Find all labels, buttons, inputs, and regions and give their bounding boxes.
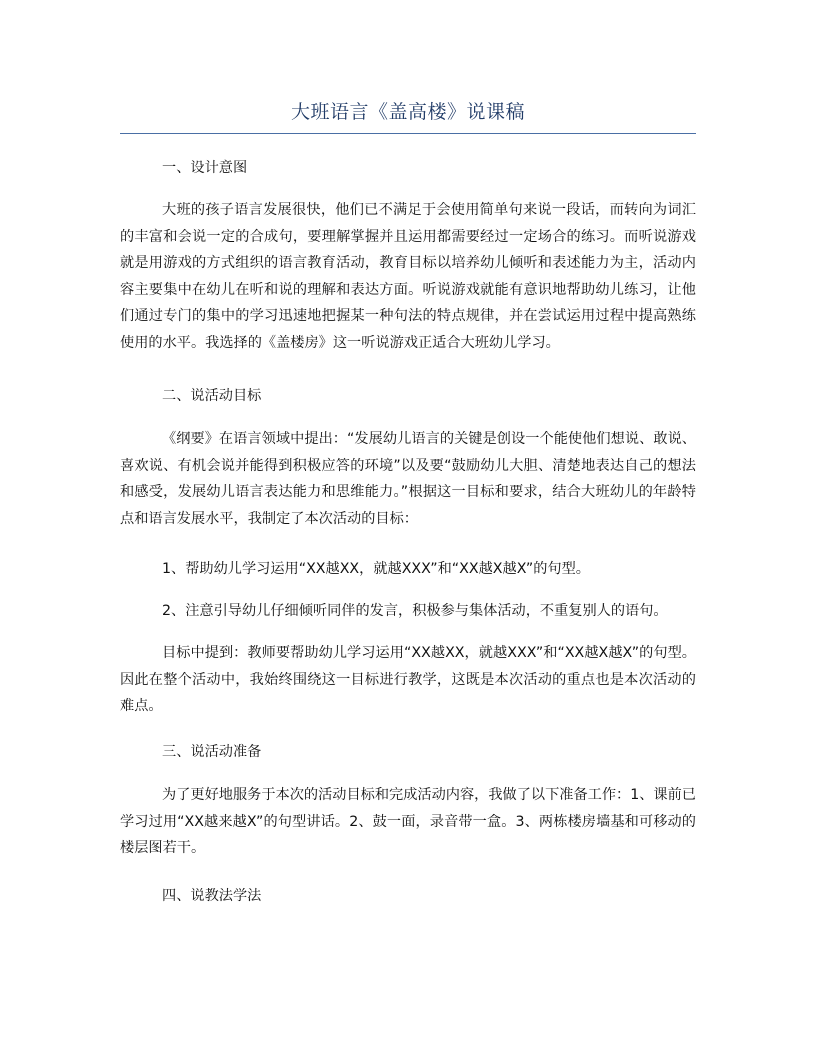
goal-item-2: 2、注意引导幼儿仔细倾听同伴的发言，积极参与集体活动，不重复别人的语句。 xyxy=(162,603,668,619)
paragraph-design-intent: 大班的孩子语言发展很快，他们已不满足于会使用简单句来说一段话，而转向为词汇的丰富和会说一定的合成句，要理解掌握并且运用都需要经过一定场合的练习。而听说游戏就是用游戏的方式组织的语言教育活动，教育目标以培养幼儿倾听和表述能力为主，活动内容主要集中在幼儿在听和说的理解和表达方面。听说游戏就能有意识地帮助幼儿练习，让他们通过专门的集中的学习迅速地把握某一种句法的特点规律，并在尝试运用过程中提高熟练使用的水平。我选择的《盖楼房》这一听说游戏正适合大班幼儿学习。 xyxy=(120,202,696,351)
section-heading-teaching-methods: 四、说教法学法 xyxy=(162,888,262,904)
title-underline xyxy=(120,133,696,134)
section-heading-preparation: 三、说活动准备 xyxy=(162,744,262,760)
goal-item-1: 1、帮助幼儿学习运用“XX越XX，就越XXX”和“XX越X越X”的句型。 xyxy=(162,561,590,577)
paragraph-guideline-quote: 《纲要》在语言领域中提出：“发展幼儿语言的关键是创设一个能使他们想说、敢说、喜欢说、有机会说并能得到积极应答的环境”以及要“鼓励幼儿大胆、清楚地表达自己的想法和感受，发展幼儿语言表达能力和思维能力。”根据这一目标和要求，结合大班幼儿的年龄特点和语言发展水平，我制定了本次活动的目标： xyxy=(120,431,696,527)
document-title: 大班语言《盖高楼》说课稿 xyxy=(290,101,525,123)
section-heading-activity-goals: 二、说活动目标 xyxy=(162,388,262,404)
paragraph-preparation: 为了更好地服务于本次的活动目标和完成活动内容，我做了以下准备工作：1、课前已学习过用“XX越来越X”的句型讲话。2、鼓一面，录音带一盒。3、两栋楼房墙基和可移动的楼层图若干。 xyxy=(120,787,696,856)
section-heading-design-intent: 一、设计意图 xyxy=(162,160,248,176)
paragraph-goal-focus: 目标中提到：教师要帮助幼儿学习运用“XX越XX，就越XXX”和“XX越X越X”的句型。因此在整个活动中，我始终围绕这一目标进行教学，这既是本次活动的重点也是本次活动的难点。 xyxy=(120,645,696,714)
